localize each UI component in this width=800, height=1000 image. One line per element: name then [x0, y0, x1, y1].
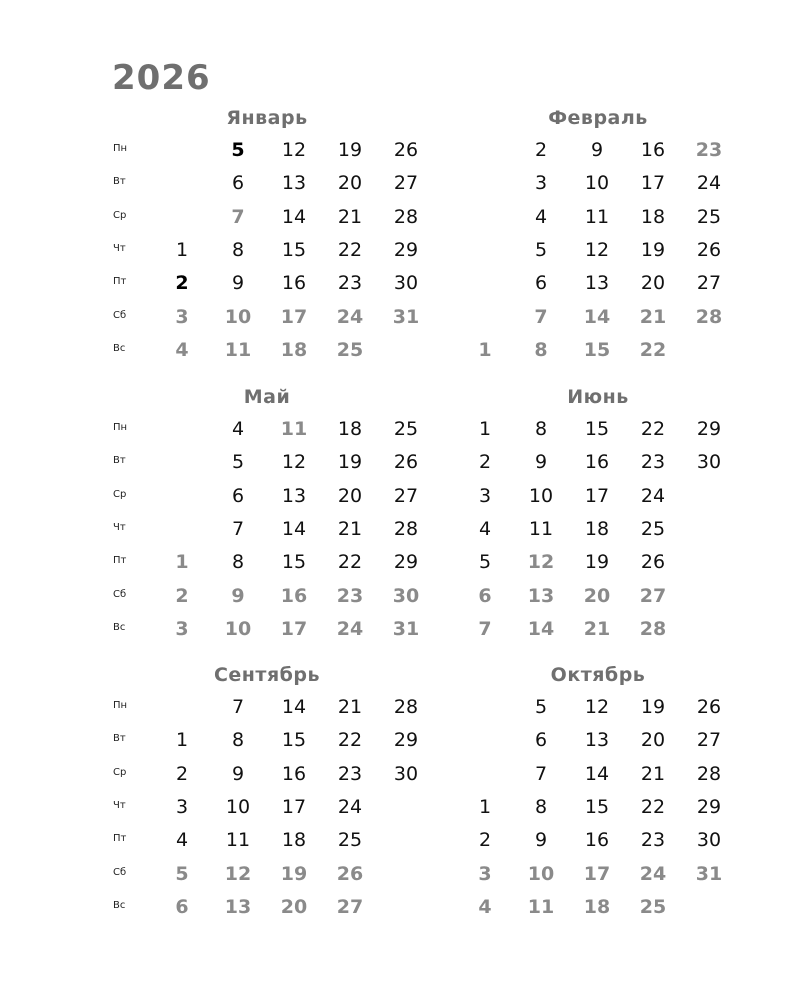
date-cell: 30: [393, 272, 419, 295]
date-cell: 1: [478, 418, 492, 440]
date-cell: 19: [337, 139, 363, 161]
date-cell: 1: [175, 729, 189, 752]
date-cell: 3: [478, 862, 492, 885]
date-cell: 24: [336, 305, 364, 328]
date-cell: 4: [478, 895, 492, 918]
day-name-label: Пт: [113, 833, 127, 845]
date-cell: 16: [584, 451, 610, 474]
date-cell: 30: [392, 584, 420, 607]
date-cell: 1: [478, 795, 492, 818]
date-cell: 21: [583, 617, 611, 640]
date-cell: 18: [584, 517, 610, 540]
day-name-label: Пт: [113, 555, 127, 567]
date-cell: 8: [534, 418, 548, 440]
day-name-label: Вс: [113, 899, 126, 911]
date-cell: 12: [281, 139, 307, 161]
date-cell: 25: [640, 517, 666, 540]
date-cell: 8: [231, 238, 245, 261]
day-name-label: Пн: [113, 143, 128, 154]
day-name-label: Вс: [113, 342, 126, 354]
date-cell: 28: [696, 762, 722, 785]
date-cell: 10: [528, 484, 554, 507]
date-cell: 24: [696, 172, 722, 195]
day-name-label: Пн: [113, 700, 128, 711]
date-cell: 3: [478, 484, 492, 507]
date-cell: 31: [392, 305, 420, 328]
date-cell: 3: [175, 305, 189, 328]
date-cell: 24: [336, 617, 364, 640]
date-cell: 25: [393, 418, 419, 440]
date-cell: 5: [534, 696, 548, 718]
date-cell: 6: [231, 172, 245, 195]
date-cell: 5: [478, 551, 492, 574]
date-cell: 1: [175, 238, 189, 261]
month-title: Май: [243, 386, 291, 408]
date-cell: 19: [280, 862, 308, 885]
date-cell: 28: [393, 205, 419, 228]
date-cell: 23: [640, 451, 666, 474]
date-cell: 10: [224, 305, 252, 328]
date-cell: 14: [281, 696, 307, 718]
day-name-label: Ср: [113, 488, 127, 500]
date-cell: 12: [281, 451, 307, 474]
date-cell: 24: [639, 862, 667, 885]
day-name-label: Пн: [113, 422, 128, 433]
date-cell: 22: [337, 238, 363, 261]
date-cell: 7: [231, 696, 245, 718]
date-cell: 2: [175, 272, 189, 295]
date-cell: 7: [231, 205, 245, 228]
date-cell: 13: [584, 729, 610, 752]
date-cell: 19: [640, 696, 666, 718]
date-cell: 26: [696, 696, 722, 718]
date-cell: 20: [640, 729, 666, 752]
date-cell: 26: [393, 139, 419, 161]
date-cell: 9: [534, 451, 548, 474]
month-title: Январь: [226, 107, 308, 129]
month-title: Октябрь: [550, 664, 646, 686]
date-cell: 11: [528, 517, 554, 540]
date-cell: 10: [224, 617, 252, 640]
date-cell: 29: [696, 418, 722, 440]
date-cell: 13: [527, 584, 555, 607]
date-cell: 30: [393, 762, 419, 785]
date-cell: 4: [534, 205, 548, 228]
month-title: Сентябрь: [213, 664, 321, 686]
date-cell: 4: [478, 517, 492, 540]
date-cell: 27: [336, 895, 364, 918]
month-title: Июнь: [567, 386, 629, 408]
day-name-label: Вс: [113, 621, 126, 633]
date-cell: 10: [584, 172, 610, 195]
date-cell: 9: [231, 762, 245, 785]
date-cell: 1: [175, 551, 189, 574]
date-cell: 14: [281, 205, 307, 228]
date-cell: 10: [225, 795, 251, 818]
date-cell: 6: [175, 895, 189, 918]
day-name-label: Вт: [113, 455, 126, 467]
date-cell: 11: [225, 829, 251, 852]
date-cell: 21: [337, 517, 363, 540]
date-cell: 17: [640, 172, 666, 195]
date-cell: 2: [175, 762, 189, 785]
date-cell: 5: [534, 238, 548, 261]
date-cell: 21: [639, 305, 667, 328]
date-cell: 7: [478, 617, 492, 640]
day-name-label: Вт: [113, 733, 126, 745]
date-cell: 20: [337, 172, 363, 195]
date-cell: 21: [337, 205, 363, 228]
date-cell: 22: [337, 729, 363, 752]
day-name-label: Сб: [113, 588, 127, 600]
date-cell: 5: [175, 862, 189, 885]
date-cell: 28: [695, 305, 723, 328]
date-cell: 30: [696, 451, 722, 474]
date-cell: 3: [175, 795, 189, 818]
date-cell: 27: [393, 172, 419, 195]
date-cell: 27: [696, 729, 722, 752]
date-cell: 17: [281, 795, 307, 818]
date-cell: 21: [337, 696, 363, 718]
date-cell: 2: [478, 451, 492, 474]
date-cell: 16: [281, 272, 307, 295]
day-name-label: Чт: [113, 242, 126, 254]
date-cell: 17: [583, 862, 611, 885]
date-cell: 6: [231, 484, 245, 507]
date-cell: 27: [639, 584, 667, 607]
date-cell: 19: [337, 451, 363, 474]
date-cell: 29: [393, 238, 419, 261]
date-cell: 23: [640, 829, 666, 852]
date-cell: 23: [337, 272, 363, 295]
date-cell: 6: [534, 729, 548, 752]
date-cell: 5: [231, 139, 245, 161]
date-cell: 11: [280, 418, 308, 440]
date-cell: 28: [393, 696, 419, 718]
date-cell: 10: [527, 862, 555, 885]
date-cell: 14: [583, 305, 611, 328]
date-cell: 22: [640, 418, 666, 440]
date-cell: 24: [337, 795, 363, 818]
date-cell: 8: [231, 729, 245, 752]
date-cell: 9: [590, 139, 604, 161]
date-cell: 12: [527, 551, 555, 574]
day-name-label: Ср: [113, 209, 127, 221]
date-cell: 25: [696, 205, 722, 228]
date-cell: 15: [281, 551, 307, 574]
date-cell: 7: [534, 762, 548, 785]
date-cell: 20: [280, 895, 308, 918]
year-title: 2026: [112, 58, 211, 98]
date-cell: 11: [584, 205, 610, 228]
day-name-label: Сб: [113, 309, 127, 321]
date-cell: 24: [640, 484, 666, 507]
date-cell: 16: [280, 584, 308, 607]
date-cell: 18: [640, 205, 666, 228]
date-cell: 27: [393, 484, 419, 507]
date-cell: 17: [280, 305, 308, 328]
date-cell: 30: [696, 829, 722, 852]
date-cell: 8: [231, 551, 245, 574]
date-cell: 21: [640, 762, 666, 785]
date-cell: 9: [534, 829, 548, 852]
date-cell: 29: [393, 729, 419, 752]
date-cell: 7: [231, 517, 245, 540]
date-cell: 12: [584, 696, 610, 718]
day-name-label: Вт: [113, 176, 126, 188]
date-cell: 26: [640, 551, 666, 574]
date-cell: 15: [281, 238, 307, 261]
date-cell: 16: [281, 762, 307, 785]
date-cell: 29: [393, 551, 419, 574]
date-cell: 25: [337, 829, 363, 852]
date-cell: 16: [640, 139, 666, 161]
date-cell: 22: [639, 338, 667, 361]
date-cell: 11: [527, 895, 555, 918]
date-cell: 28: [393, 517, 419, 540]
date-cell: 18: [337, 418, 363, 440]
date-cell: 9: [231, 272, 245, 295]
date-cell: 23: [695, 139, 723, 161]
date-cell: 15: [281, 729, 307, 752]
date-cell: 3: [534, 172, 548, 195]
date-cell: 8: [534, 795, 548, 818]
date-cell: 14: [527, 617, 555, 640]
date-cell: 8: [534, 338, 548, 361]
date-cell: 17: [584, 484, 610, 507]
date-cell: 26: [696, 238, 722, 261]
date-cell: 19: [584, 551, 610, 574]
date-cell: 25: [336, 338, 364, 361]
date-cell: 17: [280, 617, 308, 640]
date-cell: 16: [584, 829, 610, 852]
date-cell: 1: [478, 338, 492, 361]
date-cell: 26: [336, 862, 364, 885]
date-cell: 25: [639, 895, 667, 918]
date-cell: 31: [392, 617, 420, 640]
date-cell: 6: [478, 584, 492, 607]
day-name-label: Пт: [113, 276, 127, 288]
date-cell: 12: [584, 238, 610, 261]
date-cell: 15: [583, 338, 611, 361]
day-name-label: Чт: [113, 799, 126, 811]
date-cell: 27: [696, 272, 722, 295]
date-cell: 2: [534, 139, 548, 161]
date-cell: 6: [534, 272, 548, 295]
date-cell: 18: [583, 895, 611, 918]
day-name-label: Сб: [113, 866, 127, 878]
date-cell: 15: [584, 418, 610, 440]
date-cell: 31: [695, 862, 723, 885]
date-cell: 22: [337, 551, 363, 574]
date-cell: 23: [336, 584, 364, 607]
date-cell: 4: [175, 338, 189, 361]
day-name-label: Ср: [113, 766, 127, 778]
date-cell: 26: [393, 451, 419, 474]
date-cell: 9: [231, 584, 245, 607]
month-title: Февраль: [548, 107, 648, 129]
date-cell: 2: [175, 584, 189, 607]
date-cell: 22: [640, 795, 666, 818]
date-cell: 13: [224, 895, 252, 918]
date-cell: 13: [281, 172, 307, 195]
date-cell: 19: [640, 238, 666, 261]
date-cell: 2: [478, 829, 492, 852]
date-cell: 13: [281, 484, 307, 507]
date-cell: 14: [584, 762, 610, 785]
date-cell: 11: [224, 338, 252, 361]
date-cell: 28: [639, 617, 667, 640]
date-cell: 29: [696, 795, 722, 818]
date-cell: 18: [281, 829, 307, 852]
date-cell: 23: [337, 762, 363, 785]
date-cell: 14: [281, 517, 307, 540]
date-cell: 12: [224, 862, 252, 885]
date-cell: 20: [583, 584, 611, 607]
date-cell: 3: [175, 617, 189, 640]
date-cell: 7: [534, 305, 548, 328]
date-cell: 4: [231, 418, 245, 440]
date-cell: 13: [584, 272, 610, 295]
day-name-label: Чт: [113, 521, 126, 533]
date-cell: 4: [175, 829, 189, 852]
date-cell: 20: [337, 484, 363, 507]
date-cell: 5: [231, 451, 245, 474]
date-cell: 20: [640, 272, 666, 295]
date-cell: 18: [280, 338, 308, 361]
date-cell: 15: [584, 795, 610, 818]
